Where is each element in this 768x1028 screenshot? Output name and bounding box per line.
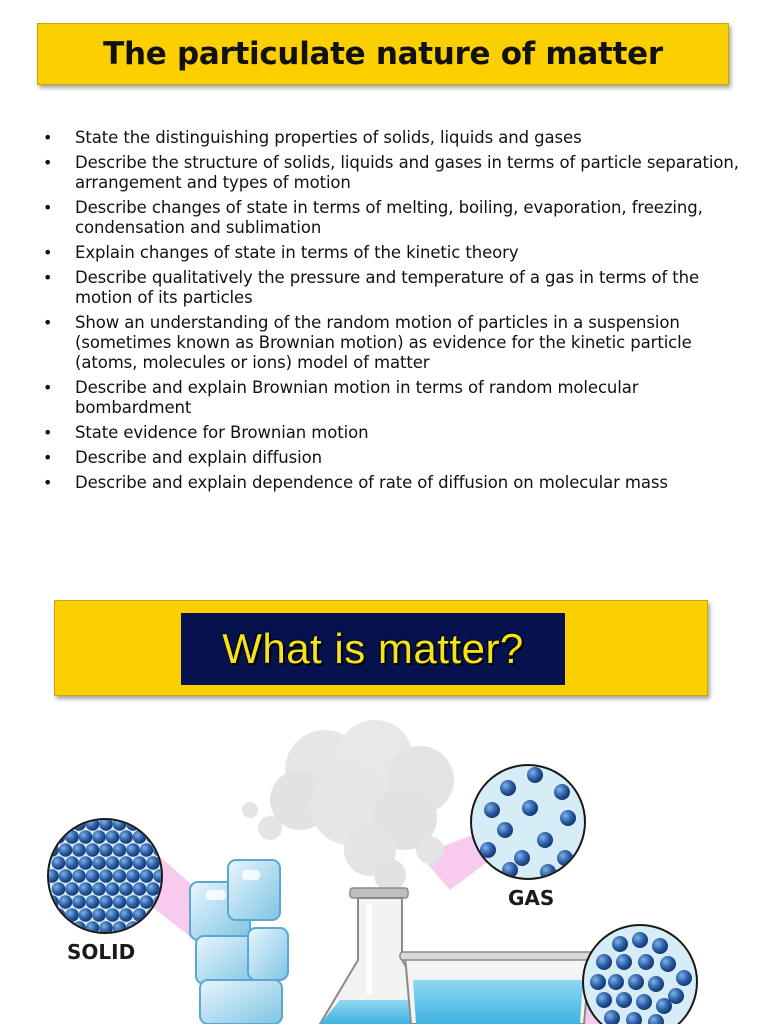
list-item: • Describe and explain Brownian motion in terms of random molecular bombardment (40, 378, 740, 418)
list-item: • Show an understanding of the random motion of particles in a suspension (sometimes known as Brownian motion) as evidence for the kinetic particle (atoms, molecules or ions) model of matter (40, 313, 740, 373)
objectives-list (40, 128, 740, 498)
states-of-matter-illustration (0, 700, 768, 1024)
list-item: • Describe and explain diffusion (40, 448, 740, 468)
list-item: • State evidence for Brownian motion (40, 423, 740, 443)
title-banner (37, 23, 729, 85)
section-heading: What is matter? (222, 625, 524, 672)
solid-label: SOLID (67, 940, 136, 964)
solid-particles-icon (45, 817, 173, 935)
list-item: • Describe changes of state in terms of melting, boiling, evaporation, freezing, condensation and sublimation (40, 198, 740, 238)
list-item: • State the distinguishing properties of solids, liquids and gases (40, 128, 740, 148)
list-item: • Describe qualitatively the pressure and temperature of a gas in terms of the motion of its particles (40, 268, 740, 308)
list-item: • Describe and explain dependence of rate of diffusion on molecular mass (40, 473, 740, 493)
liquid-particles-icon (582, 924, 698, 1024)
ice-cubes-icon (190, 860, 288, 1024)
list-item: • Describe the structure of solids, liquids and gases in terms of particle separation, arrangement and types of motion (40, 153, 740, 193)
section-heading-box (181, 613, 565, 685)
section-banner (54, 600, 708, 696)
gas-label: GAS (508, 886, 555, 910)
beaker-icon (400, 952, 594, 1024)
list-item: • Explain changes of state in terms of the kinetic theory (40, 243, 740, 263)
page-title: The particulate nature of matter (103, 36, 663, 72)
gas-particles-icon (470, 764, 586, 880)
